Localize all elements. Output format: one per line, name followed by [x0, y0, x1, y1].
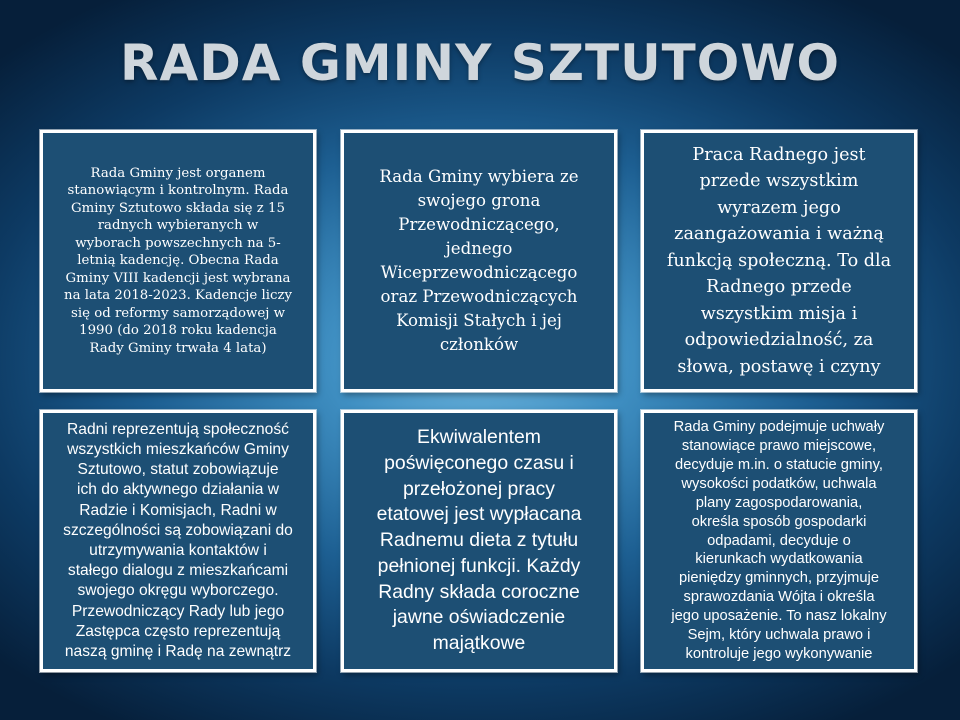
card-text: Rada Gminy jest organem stanowiącym i kontrolnym. Rada Gminy Sztutowo składa się z 15 radnych wybieranych w wyborach powszechnych na 5- letnią kadencję. Obecna Rada Gminy VIII kadencji jest wybrana na lata 2018-2023. Kadencje liczy się od reformy samorządowej w 1990 (do 2018 roku kadencja Rady Gminy trwała 4 lata) — [64, 165, 292, 356]
info-card-councillor-representation — [40, 410, 316, 672]
info-card-council-elections — [341, 130, 617, 392]
card-text: Rada Gminy podejmuje uchwały stanowiące prawo miejscowe, decyduje m.in. o statucie gminy, wysokości podatków, uchwala plany zagospodarowania, określa sposób gospodarki odpadami, decyduje o kierunkach wydatkowania pieniędzy gminnych, przyjmuje sprawozdania Wójta i określa jego uposażenie. To nasz lokalny Sejm, który uchwala prawo i kontroluje jego wykonywanie — [671, 419, 887, 662]
card-text: Praca Radnego jest przede wszystkim wyrazem jego zaangażowania i ważną funkcją społeczną. To dla Radnego przede wszystkim misja i odpowiedzialność, za słowa, postawę i czyny — [666, 144, 892, 377]
card-text: Radni reprezentują społeczność wszystkich mieszkańców Gminy Sztutowo, statut zobowiązuje ich do aktywnego działania w Radzie i Komisjach, Radni w szczególności są zobowiązani do utrzymywania kontaktów i stałego dialogu z mieszkańcami swojego okręgu wyborczego. Przewodniczący Rady lub jego Zastępca często reprezentują naszą gminę i Radę na zewnątrz — [63, 420, 293, 661]
card-text: Rada Gminy wybiera ze swojego grona Przewodniczącego, jednego Wiceprzewodniczącego oraz Przewodniczących Komisji Stałych i jej członków — [379, 167, 579, 354]
info-card-councillor-allowance — [341, 410, 617, 672]
info-card-councillor-work — [641, 130, 917, 392]
info-card-council-composition — [40, 130, 316, 392]
card-text: Ekwiwalentem poświęconego czasu i przełożonej pracy etatowej jest wypłacana Radnemu dieta z tytułu pełnionej funkcji. Każdy Radny składa coroczne jawne oświadczenie majątkowe — [376, 426, 582, 654]
info-card-council-resolutions — [641, 410, 917, 672]
slide-title: RADA GMINY SZTUTOWO — [120, 34, 840, 92]
